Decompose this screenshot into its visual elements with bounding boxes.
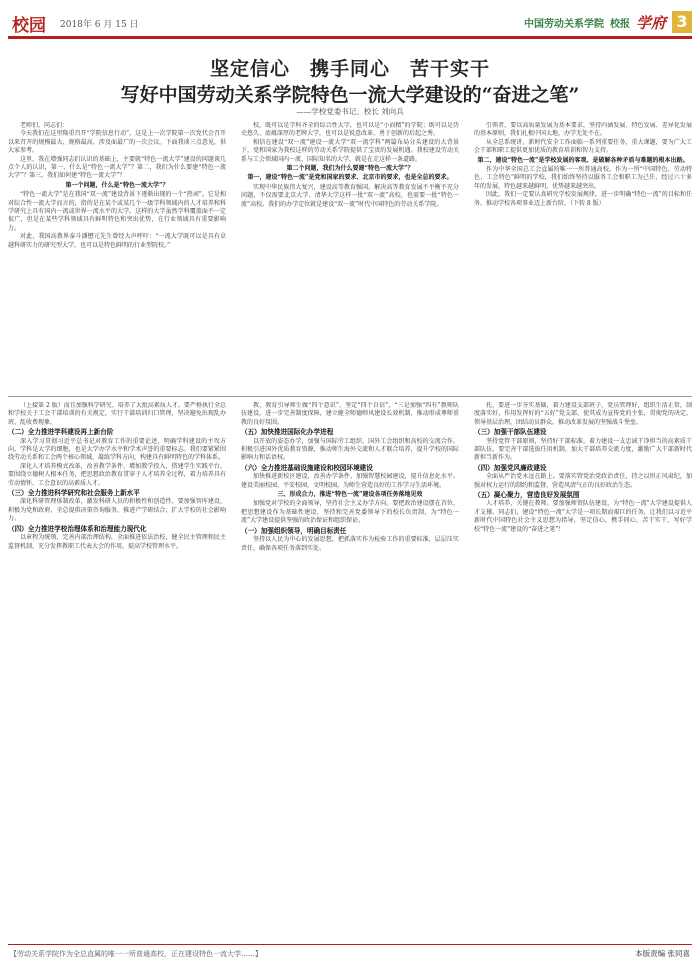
article-title-line2: 写好中国劳动关系学院特色一流大学建设的“奋进之笔” (120, 84, 580, 106)
paragraph: 深化科研管理体制改革，激发科研人员的积极性和创造性。要加强智库建设，积极为党和政府、全总提供决策咨询服务，推进产学研结合，扩大学校的社会影响力。 (8, 498, 226, 523)
paragraph: （五）凝心聚力，营造良好发展氛围 (474, 491, 580, 500)
paragraph: 坚持以人民为中心的发展思想，把抓落实作为检验工作的重要标准，层层压实责任，确保各项任务落到实处。 (241, 536, 459, 552)
paragraph: 第二，建设“特色一流”是学校发展的客观、是破解各种矛盾与难题的根本出路。 (477, 156, 689, 164)
paragraph: “特色一流大学”是在我国“双一流”建设背景下逐渐出现的一个“热词”。它是相对综合性一流大学而言的，指的是在某个或某几个一级学科领域内的人才培养和科学研究上具有国内一流或世界一流水平的大学。这样的大学虽然学科覆盖面不一定很广，但是在某些学科领域具有鲜明特色和突出优势，在行业领域具有重要影响力。 (8, 191, 226, 232)
footer-note: 【劳动关系学院作为全总直属的唯一一所普通高校，正在建设特色一流大学……】 (10, 950, 262, 958)
paragraph: 全面从严治党永远在路上。要落实管党治党政治责任，持之以恒正风肃纪，加强对权力运行的制约和监督，营造风清气正的良好政治生态。 (474, 473, 692, 489)
paragraph: 教，教育引导师生做“四个意识”、坚定“四个自信”，“三是加强“四有”教师队伍建设，进一步完善制度保障，建立健全师德师风建设长效机制，推动形成尊师重教的良好氛围。 (241, 402, 459, 426)
paragraph: （三）全力推进科学研究和社会服务上新水平 (8, 489, 140, 498)
bottom-column-3 (474, 402, 692, 938)
top-column-3 (474, 122, 692, 390)
footer-rule (8, 944, 692, 945)
header-rule (8, 36, 692, 39)
paragraph: 深入学习贯彻习近平总书记对教育工作的重要论述，明确学科建设的主攻方向。学科是大学的细胞，也是大学办学水平和学术声誉的重要标志。我们要紧紧围绕劳动关系和工会两个核心领域，凝练学科方向，构建具有鲜明特色的学科体系。 (8, 437, 226, 462)
paragraph: （上接第 2 版）而且加强科学研究、培养了大批高素质人才。要严格执行全总和学校关于工会干部培训的有关规定，实行干部培训归口管理，坚决避免出现乱办班、乱收费现象。 (8, 402, 226, 426)
paragraph: 第一个问题，什么是“特色一流大学”？ (65, 181, 169, 189)
paragraph: 相信在建设“双一流”建设一流大学“双一流学科”两篇布局分头建设的大背景下，党和国家为我校这样的劳动关系学院提供了宝贵的发展机遇。我校建设劳动关系与工会领域国内一流、国际知名的大学，就是在走这样一条道路。 (241, 138, 459, 163)
paragraph: 加快推进新校区建设，改善办学条件。加强智慧校园建设，提升信息化水平。建设美丽校园、平安校园、文明校园，为师生营造良好的工作学习生活环境。 (241, 473, 459, 489)
paragraph: （六）全力推进基础设施建设和校园环境建设 (241, 463, 373, 472)
paragraph: 第二个问题，我们为什么要建“特色一流大学”？ (286, 165, 414, 173)
masthead-right (477, 10, 692, 34)
paragraph: 从全总系统讲，新时代安全工作面临一系列重要任务，重大课题，要为广大工会干部和职工提供更加优质的教育培训和智力支持。 (474, 138, 692, 155)
page-number: 3 (672, 11, 692, 33)
paragraph: 引领者，要以高质量发展为基本要求，坚持内涵发展、特色发展、差异化发展的基本原则，我们扎根中国大地，办学无处不在。 (474, 122, 692, 138)
paragraph: 因此，我们一定要认真研究学校发展规律，进一步明确“特色一流”的目标和任务，推动学校各项事业迈上新台阶。（下转 8 版） (474, 191, 692, 207)
paragraph: （三）加强干部队伍建设 (474, 428, 547, 437)
paragraph: （二）全力推进学科建设再上新台阶 (8, 428, 114, 437)
article-byline: ——学校党委书记、校长 刘向兵 (296, 107, 404, 116)
article-title-line1: 坚定信心 携手同心 苦干实干 (209, 58, 490, 80)
paragraph: 加强党对学校的全面领导，坚持社会主义办学方向。要把政治建设摆在首位，把思想建设作为基础性建设，坚持和完善党委领导下的校长负责制，为“特色一流”大学建设提供坚强的政治保证和组织保证。 (241, 500, 459, 525)
supplement-label: 校报 (609, 18, 630, 30)
paragraph: 三、形成合力，推进“特色一流”建设各项任务落地见效 (277, 491, 423, 499)
paragraph: 人才培养，关键在教师。要加强师资队伍建设，为“特色一流”大学建设提供人才支撑。同志们，建设“特色一流”大学是一项长期而艰巨的任务，让我们以习近平新时代中国特色社会主义思想为指导，坚定信心，携手同心，苦干实干，写好学校“特色一流”建设的“奋进之笔”！ (474, 500, 692, 533)
university-name: 中国劳动关系学院 (523, 18, 604, 30)
paragraph: 托，要进一步夯实基础，着力建设支部班子，党员管理好，组织生活正常，制度落实好，作用发挥好的“五好”党支部，使其成为宣传党的主张，贯彻党的决定，领导基层治理，团结动员群众，推动改革发展的坚强战斗堡垒。 (474, 402, 692, 426)
paragraph: 老师们，同志们： (20, 122, 69, 129)
top-column-1 (8, 122, 226, 390)
page-header (8, 10, 692, 40)
footer-editor: 本版责编 张同喜 (635, 949, 690, 958)
paragraph: （五）加快推进国际化办学进程 (241, 428, 334, 437)
section-name: 校园 (12, 16, 46, 36)
paragraph: （四）全力推进学校治理体系和治理能力现代化 (8, 524, 147, 533)
paragraph: 实现中华民族伟大复兴，建设高等教育强国，解决高等教育发展不平衡不充分问题，不仅需要北京大学、清华大学这样一批“双一流”高校，也需要一批“特色一流”高校。我们的办学定位就是建设“双一流”时代中国特色的劳动关系学院。 (241, 183, 459, 208)
paragraph: （一）加强组织领导，明确目标责任 (241, 526, 347, 535)
paragraph: 以章程为统领，完善内部治理结构，全面推进依法治校，健全民主管理和民主监督机制，充分发挥教职工代表大会的作用，提高学校管理水平。 (8, 534, 226, 550)
paragraph: 第一，建设“特色一流”是党和国家的要求、北京市的要求，也是全总的要求。 (247, 174, 453, 182)
paragraph: 以开放的姿态办学，加强与国际劳工组织、国外工会组织和高校的交流合作，积极引进国外优质教育资源，推动师生海外交流和人才联合培养，提升学校的国际影响力和话语权。 (241, 437, 459, 462)
section-divider (8, 396, 692, 397)
paragraph: 校，既可以是学科齐全的综合性大学，也可以是“小而精”的学院；既可以是历史悠久、底蕴深厚的老牌大学，也可以是锐意改革、勇于创新的后起之秀。 (241, 122, 459, 138)
paragraph: 对此，我国高教界泰斗潘懋元先生曾经大声呼吁：“一流大学既可以是具有卓越科研实力的研究型大学，也可以是特色鲜明的行业型院校。” (8, 233, 226, 249)
top-column-2 (241, 122, 459, 390)
paragraph: （四）加强党风廉政建设 (474, 463, 547, 472)
column-name: 学府 (635, 13, 666, 32)
paragraph: 深化人才培养模式改革，改善教学条件，增加教学投入，搭建学生实践平台，要围绕立德树人根本任务，把思想政治教育贯穿于人才培养全过程，着力培养具有劳动情怀、工会意识的高素质人才。 (8, 462, 226, 487)
paragraph: 这里，我在增强同志们认识的基础上，主要就“特色一流大学”建设的问题谈几点个人的认识，第一，什么是“特色一流大学”？第二，我们为什么要建“特色一流大学”？第三，我们如何建“特色一流大学”？ (8, 155, 226, 180)
issue-date: 2018年 6 月 15 日 (60, 20, 139, 30)
bottom-column-2 (241, 402, 459, 938)
paragraph: 坚持党管干部原则，坚持好干部标准，着力建设一支忠诚干净担当的高素质干部队伍。要完善干部选拔任用机制，加大干部培养交流力度，激励广大干部新时代新担当新作为。 (474, 437, 692, 462)
paragraph: 今天我们在这里隆重召开“学院信息行动”，这是上一次学院第一次党代会召开以来召开的规模最大、规格最高、涉及面最广的一次会议。下面我谈三点意见，供大家参考。 (8, 130, 226, 155)
bottom-column-1 (8, 402, 226, 938)
paragraph: 作为中华全国总工会直属的唯一一所普通高校，作为一所“中国特色、劳动特色、工会特色”鲜明的学校，我们始终坚持以服务工会和职工为己任，经过六十多年的发展，特色越来越鲜明，优势越来越突出。 (474, 166, 692, 190)
